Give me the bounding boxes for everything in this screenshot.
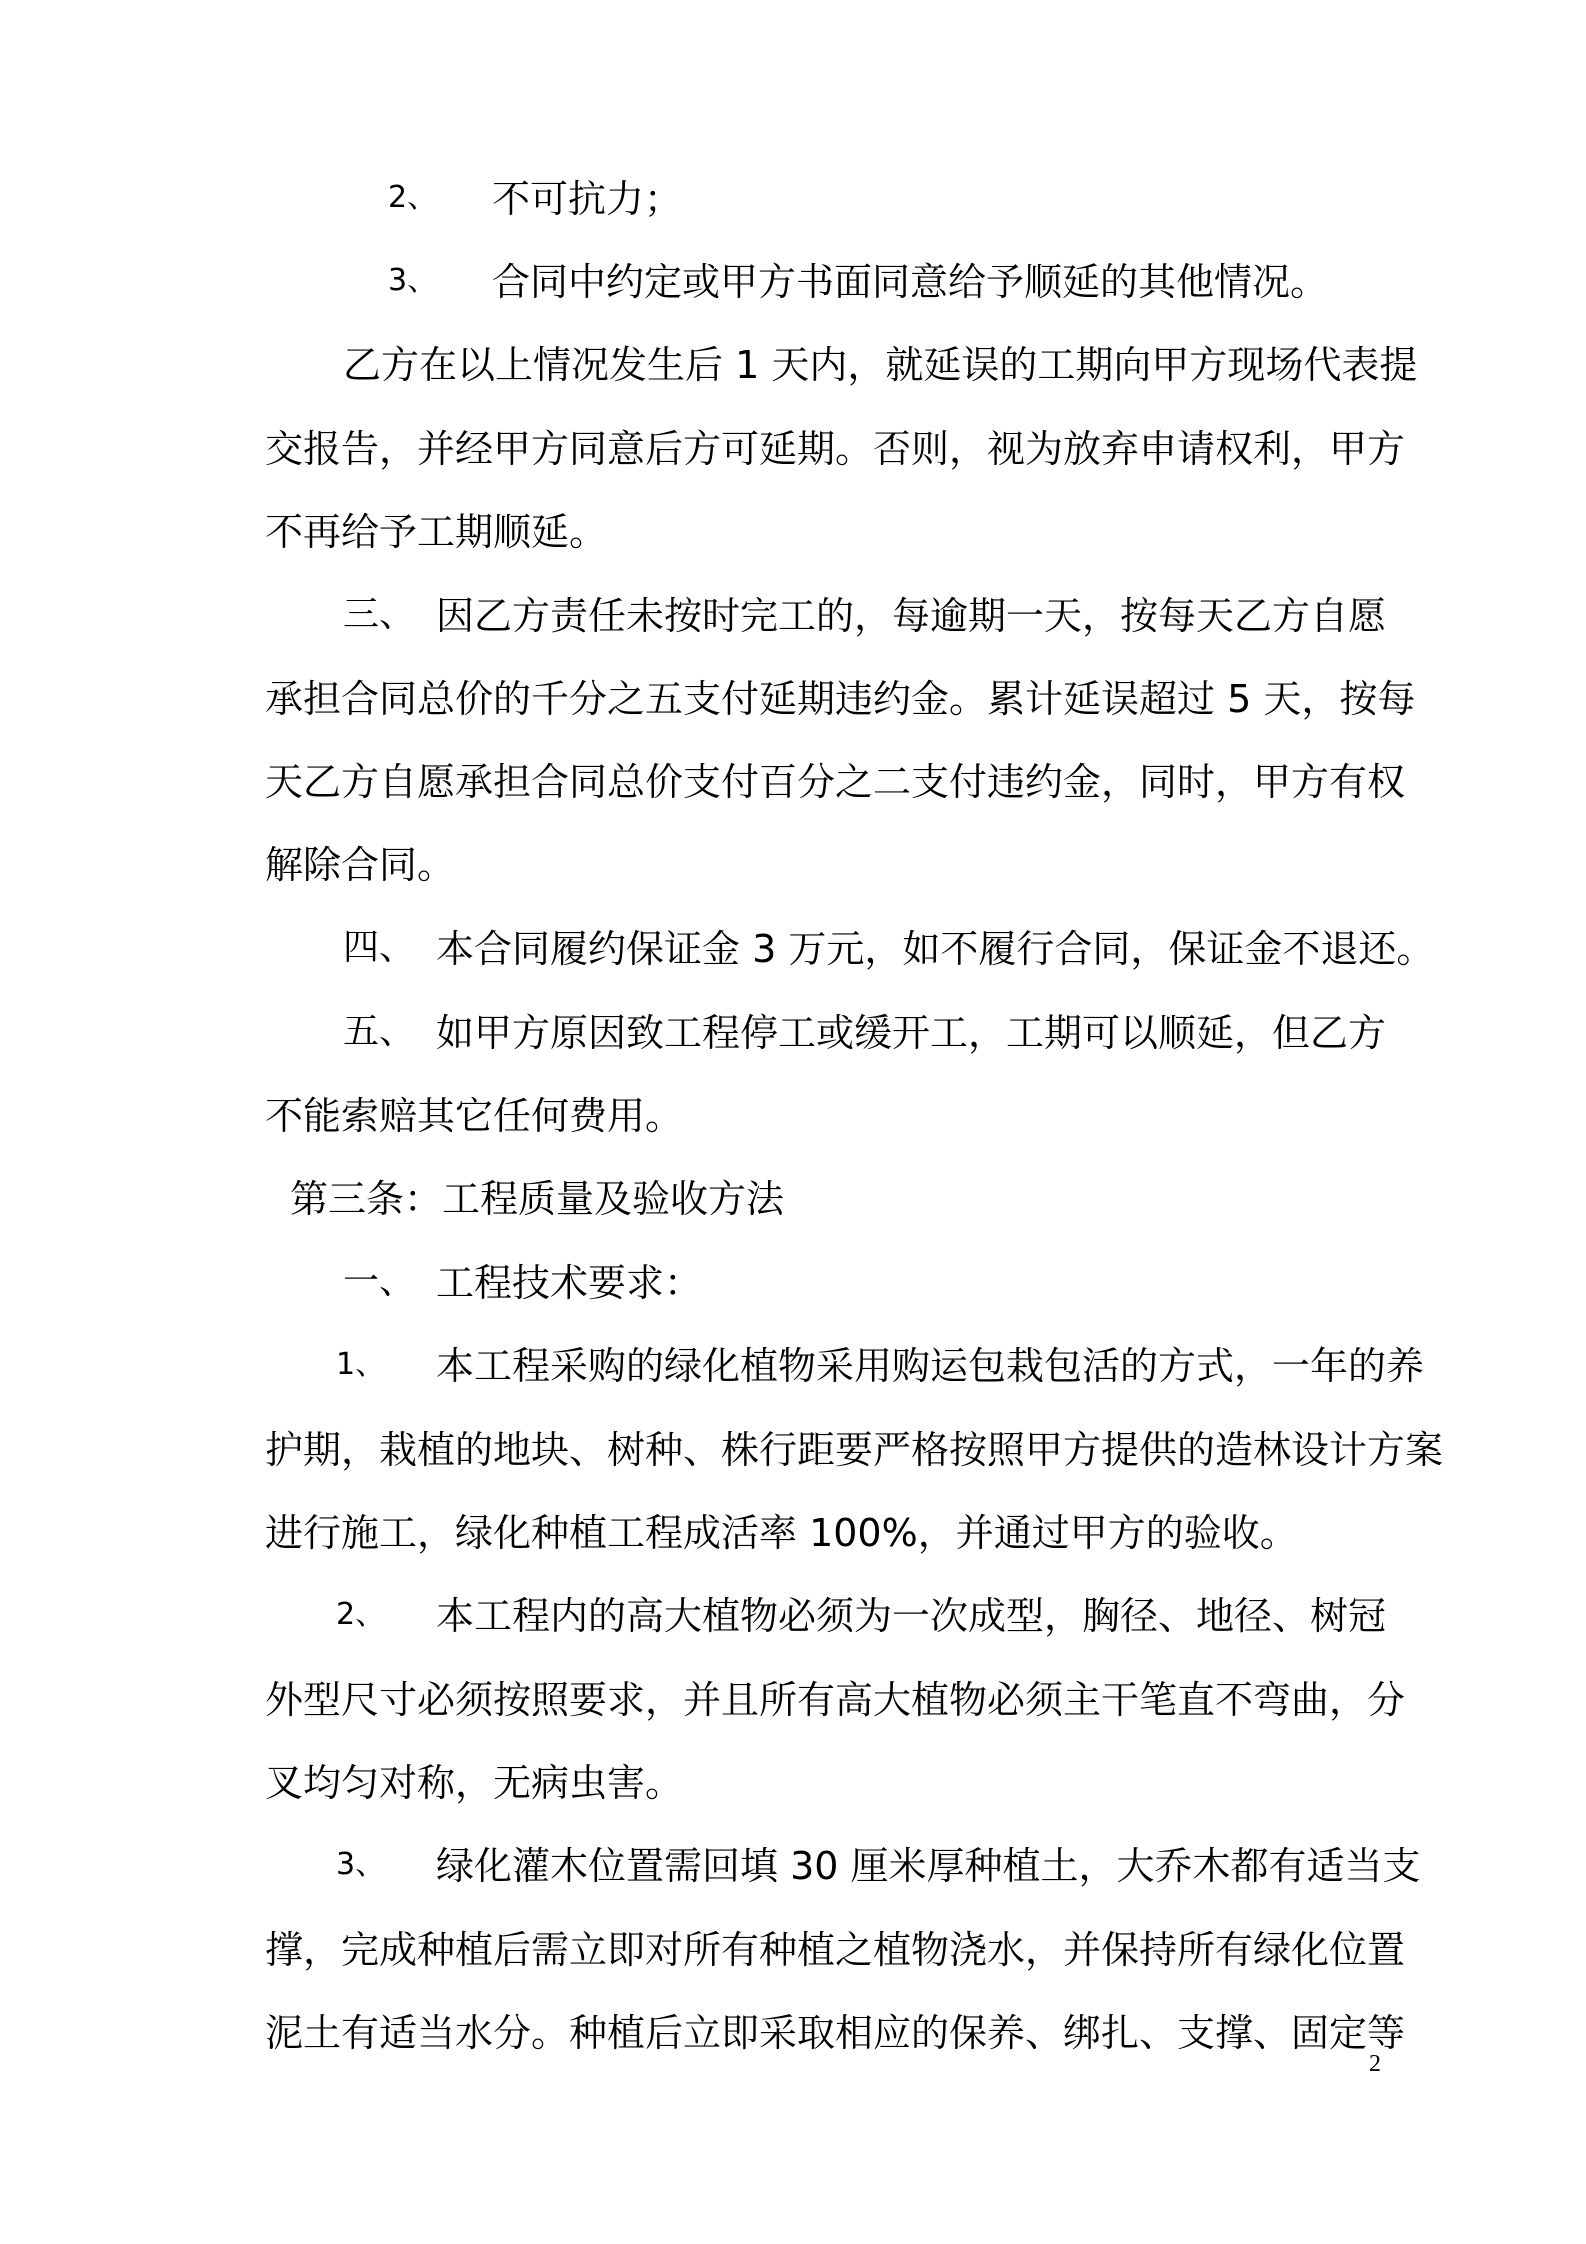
paragraph-line: 不能索赔其它任何费用。	[265, 1094, 684, 1138]
paragraph-line: 不再给予工期顺延。	[265, 510, 608, 554]
paragraph-line: 因乙方责任未按时完工的，每逾期一天，按每天乙方自愿	[436, 594, 1387, 638]
item-text: 不可抗力；	[492, 177, 683, 221]
item-number: 2、	[336, 1597, 386, 1632]
paragraph-line: 泥土有适当水分。种植后立即采取相应的保养、绑扎、支撑、固定等	[265, 2011, 1406, 2055]
paragraph-line: 本工程采购的绿化植物采用购运包栽包活的方式，一年的养	[436, 1344, 1425, 1388]
paragraph-line: 护期，栽植的地块、树种、株行距要严格按照甲方提供的造林设计方案	[265, 1428, 1444, 1472]
paragraph-line: 乙方在以上情况发生后 1 天内，就延误的工期向甲方现场代表提	[343, 343, 1418, 387]
paragraph-line: 如甲方原因致工程停工或缓开工，工期可以顺延，但乙方	[436, 1011, 1387, 1055]
paragraph-line: 天乙方自愿承担合同总价支付百分之二支付违约金，同时，甲方有权	[265, 760, 1406, 804]
item-number: 3、	[388, 263, 438, 298]
article-heading: 第三条：工程质量及验收方法	[290, 1177, 785, 1221]
clause-number: 五、	[343, 1011, 416, 1052]
item-text: 合同中约定或甲方书面同意给予顺延的其他情况。	[492, 260, 1329, 304]
paragraph-line: 外型尺寸必须按照要求，并且所有高大植物必须主干笔直不弯曲，分	[265, 1678, 1406, 1722]
paragraph-line: 绿化灌木位置需回填 30 厘米厚种植土，大乔木都有适当支	[436, 1844, 1421, 1888]
section-number: 一、	[343, 1261, 416, 1302]
clause-number: 四、	[343, 927, 416, 968]
item-number: 2、	[388, 180, 438, 215]
paragraph-line: 交报告，并经甲方同意后方可延期。否则，视为放弃申请权利，甲方	[265, 427, 1406, 471]
clause-number: 三、	[343, 594, 416, 635]
paragraph-line: 本工程内的高大植物必须为一次成型，胸径、地径、树冠	[436, 1594, 1387, 1638]
item-number: 1、	[336, 1347, 386, 1382]
paragraph-line: 解除合同。	[265, 843, 456, 887]
page-number: 2	[1369, 2051, 1381, 2077]
paragraph-line: 叉均匀对称，无病虫害。	[265, 1761, 684, 1805]
paragraph-line: 承担合同总价的千分之五支付延期违约金。累计延误超过 5 天，按每	[265, 677, 1416, 721]
paragraph-line: 进行施工，绿化种植工程成活率 100%，并通过甲方的验收。	[265, 1511, 1298, 1555]
paragraph-line: 本合同履约保证金 3 万元，如不履行合同，保证金不退还。	[436, 927, 1435, 971]
item-number: 3、	[336, 1847, 386, 1882]
section-title: 工程技术要求：	[436, 1261, 703, 1305]
paragraph-line: 撑，完成种植后需立即对所有种植之植物浇水，并保持所有绿化位置	[265, 1928, 1406, 1972]
